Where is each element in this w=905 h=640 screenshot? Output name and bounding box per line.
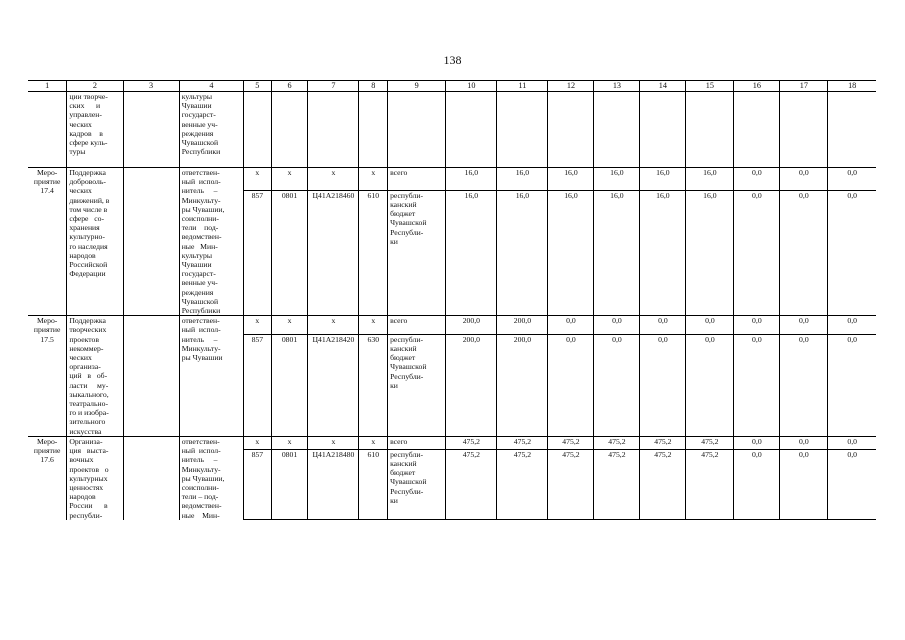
header-cell-16: 16 (734, 81, 780, 92)
expense-type: 610 (359, 449, 388, 520)
cell-col1 (28, 92, 67, 168)
amount-col15: 475,2 (686, 449, 734, 520)
amount-col18: 0,0 (828, 449, 876, 520)
amount-col16: 0,0 (734, 449, 780, 520)
amount-col18: 0,0 (828, 436, 876, 449)
grbs-code: 857 (244, 190, 272, 315)
target-article: x (308, 168, 359, 191)
header-cell-11: 11 (497, 81, 548, 92)
grbs-code: x (244, 316, 272, 335)
grbs-code: 857 (244, 334, 272, 436)
target-article: Ц41А218460 (308, 190, 359, 315)
amount-col11: 200,0 (497, 316, 548, 335)
expense-type: x (359, 436, 388, 449)
funding-source: республи- канский бюджет Чувашской Республи- ки (388, 449, 446, 520)
measure-name: Организа- ция выста- вочных проектов о культурных ценностях народов России в республи- (67, 436, 123, 519)
measure-code: Меро- приятие 17.5 (28, 316, 67, 437)
amount-col15: 16,0 (686, 168, 734, 191)
funding-source: всего (388, 168, 446, 191)
expense-type: x (359, 316, 388, 335)
amount-col11: 475,2 (497, 436, 548, 449)
cell-col3 (123, 168, 179, 316)
amount-col15: 16,0 (686, 190, 734, 315)
cell-col8 (359, 92, 388, 168)
header-cell-5: 5 (244, 81, 272, 92)
amount-col13: 16,0 (594, 190, 640, 315)
amount-col12: 475,2 (548, 449, 594, 520)
amount-col16: 0,0 (734, 316, 780, 335)
expense-type: x (359, 168, 388, 191)
amount-col11: 200,0 (497, 334, 548, 436)
amount-col13: 475,2 (594, 449, 640, 520)
amount-col10: 475,2 (446, 449, 497, 520)
funding-source: всего (388, 436, 446, 449)
cell-col11 (497, 92, 548, 168)
amount-col17: 0,0 (780, 449, 828, 520)
header-cell-6: 6 (271, 81, 308, 92)
amount-col12: 16,0 (548, 190, 594, 315)
cell-col18 (828, 92, 876, 168)
amount-col10: 200,0 (446, 334, 497, 436)
amount-col18: 0,0 (828, 334, 876, 436)
amount-col14: 0,0 (640, 334, 686, 436)
amount-col10: 16,0 (446, 168, 497, 191)
amount-col14: 16,0 (640, 190, 686, 315)
amount-col11: 16,0 (497, 168, 548, 191)
grbs-code: 857 (244, 449, 272, 520)
header-cell-15: 15 (686, 81, 734, 92)
table-row-17-6 (28, 436, 876, 449)
amount-col11: 475,2 (497, 449, 548, 520)
amount-col12: 0,0 (548, 334, 594, 436)
section-code: x (271, 436, 308, 449)
header-row (28, 81, 876, 92)
cell-col4: культуры Чувашии государст- венные уч- реждения Чувашской Республики (179, 92, 243, 168)
measure-code: Меро- приятие 17.4 (28, 168, 67, 316)
amount-col18: 0,0 (828, 168, 876, 191)
responsible-executor: ответствен- ный испол- нитель – Минкульту- ры Чувашии, соисполни- тели – под- ведомствен- ные Мин- (179, 436, 243, 519)
amount-col10: 475,2 (446, 436, 497, 449)
cell-col14 (640, 92, 686, 168)
amount-col14: 475,2 (640, 436, 686, 449)
measure-code: Меро- приятие 17.6 (28, 436, 67, 519)
header-cell-2: 2 (67, 81, 123, 92)
funding-source: республи- канский бюджет Чувашской Республи- ки (388, 334, 446, 436)
amount-col12: 475,2 (548, 436, 594, 449)
amount-col15: 0,0 (686, 316, 734, 335)
cell-col3 (123, 316, 179, 437)
amount-col13: 0,0 (594, 334, 640, 436)
target-article: x (308, 436, 359, 449)
amount-col17: 0,0 (780, 168, 828, 191)
measure-name: Поддержка доброволь- ческих движений, в том числе в сфере со- хранения культурно- го наследия народов Российской Федерации (67, 168, 123, 316)
cell-col9 (388, 92, 446, 168)
amount-col17: 0,0 (780, 190, 828, 315)
header-cell-10: 10 (446, 81, 497, 92)
table-row-17-5 (28, 316, 876, 335)
responsible-executor: ответствен- ный испол- нитель – Минкульту- ры Чувашии (179, 316, 243, 437)
header-cell-8: 8 (359, 81, 388, 92)
table-body (28, 81, 876, 520)
table-row-17-4 (28, 168, 876, 191)
cell-col7 (308, 92, 359, 168)
section-code: x (271, 316, 308, 335)
amount-col14: 475,2 (640, 449, 686, 520)
amount-col10: 16,0 (446, 190, 497, 315)
amount-col13: 475,2 (594, 436, 640, 449)
section-code: 0801 (271, 334, 308, 436)
amount-col13: 0,0 (594, 316, 640, 335)
amount-col17: 0,0 (780, 334, 828, 436)
target-article: Ц41А218420 (308, 334, 359, 436)
amount-col16: 0,0 (734, 436, 780, 449)
measure-name: Поддержка творческих проектов некоммер- ческих организа- ций в об- ласти му- зыкального, театрально- го и изобра- зительного искусства (67, 316, 123, 437)
amount-col15: 0,0 (686, 334, 734, 436)
amount-col11: 16,0 (497, 190, 548, 315)
header-cell-18: 18 (828, 81, 876, 92)
header-cell-4: 4 (179, 81, 243, 92)
header-cell-1: 1 (28, 81, 67, 92)
section-code: 0801 (271, 449, 308, 520)
header-cell-12: 12 (548, 81, 594, 92)
amount-col12: 16,0 (548, 168, 594, 191)
cell-col2: ции творче- ских и управлен- ческих кадров в сфере куль- туры (67, 92, 123, 168)
header-cell-7: 7 (308, 81, 359, 92)
funding-source: республи- канский бюджет Чувашской Республи- ки (388, 190, 446, 315)
funding-source: всего (388, 316, 446, 335)
amount-col16: 0,0 (734, 334, 780, 436)
amount-col17: 0,0 (780, 316, 828, 335)
grbs-code: x (244, 436, 272, 449)
table-row-continuation (28, 92, 876, 168)
header-cell-17: 17 (780, 81, 828, 92)
cell-col10 (446, 92, 497, 168)
amount-col16: 0,0 (734, 168, 780, 191)
header-cell-14: 14 (640, 81, 686, 92)
cell-col12 (548, 92, 594, 168)
amount-col18: 0,0 (828, 316, 876, 335)
cell-col13 (594, 92, 640, 168)
cell-col16 (734, 92, 780, 168)
header-cell-9: 9 (388, 81, 446, 92)
cell-col3 (123, 92, 179, 168)
cell-col5 (244, 92, 272, 168)
responsible-executor: ответствен- ный испол- нитель – Минкульту- ры Чувашии, соисполни- тели под- ведомствен- ные Мин- культуры Чувашии государст- венные уч- реждения Чувашской Республики (179, 168, 243, 316)
cell-col3 (123, 436, 179, 519)
grbs-code: x (244, 168, 272, 191)
target-article: x (308, 316, 359, 335)
header-cell-13: 13 (594, 81, 640, 92)
cell-col15 (686, 92, 734, 168)
amount-col10: 200,0 (446, 316, 497, 335)
target-article: Ц41А218480 (308, 449, 359, 520)
expense-type: 630 (359, 334, 388, 436)
amount-col14: 16,0 (640, 168, 686, 191)
amount-col15: 475,2 (686, 436, 734, 449)
amount-col13: 16,0 (594, 168, 640, 191)
amount-col17: 0,0 (780, 436, 828, 449)
amount-col16: 0,0 (734, 190, 780, 315)
amount-col12: 0,0 (548, 316, 594, 335)
budget-table (28, 80, 876, 520)
section-code: x (271, 168, 308, 191)
cell-col17 (780, 92, 828, 168)
amount-col14: 0,0 (640, 316, 686, 335)
expense-type: 610 (359, 190, 388, 315)
amount-col18: 0,0 (828, 190, 876, 315)
section-code: 0801 (271, 190, 308, 315)
cell-col6 (271, 92, 308, 168)
header-cell-3: 3 (123, 81, 179, 92)
page-number: 138 (443, 53, 462, 67)
